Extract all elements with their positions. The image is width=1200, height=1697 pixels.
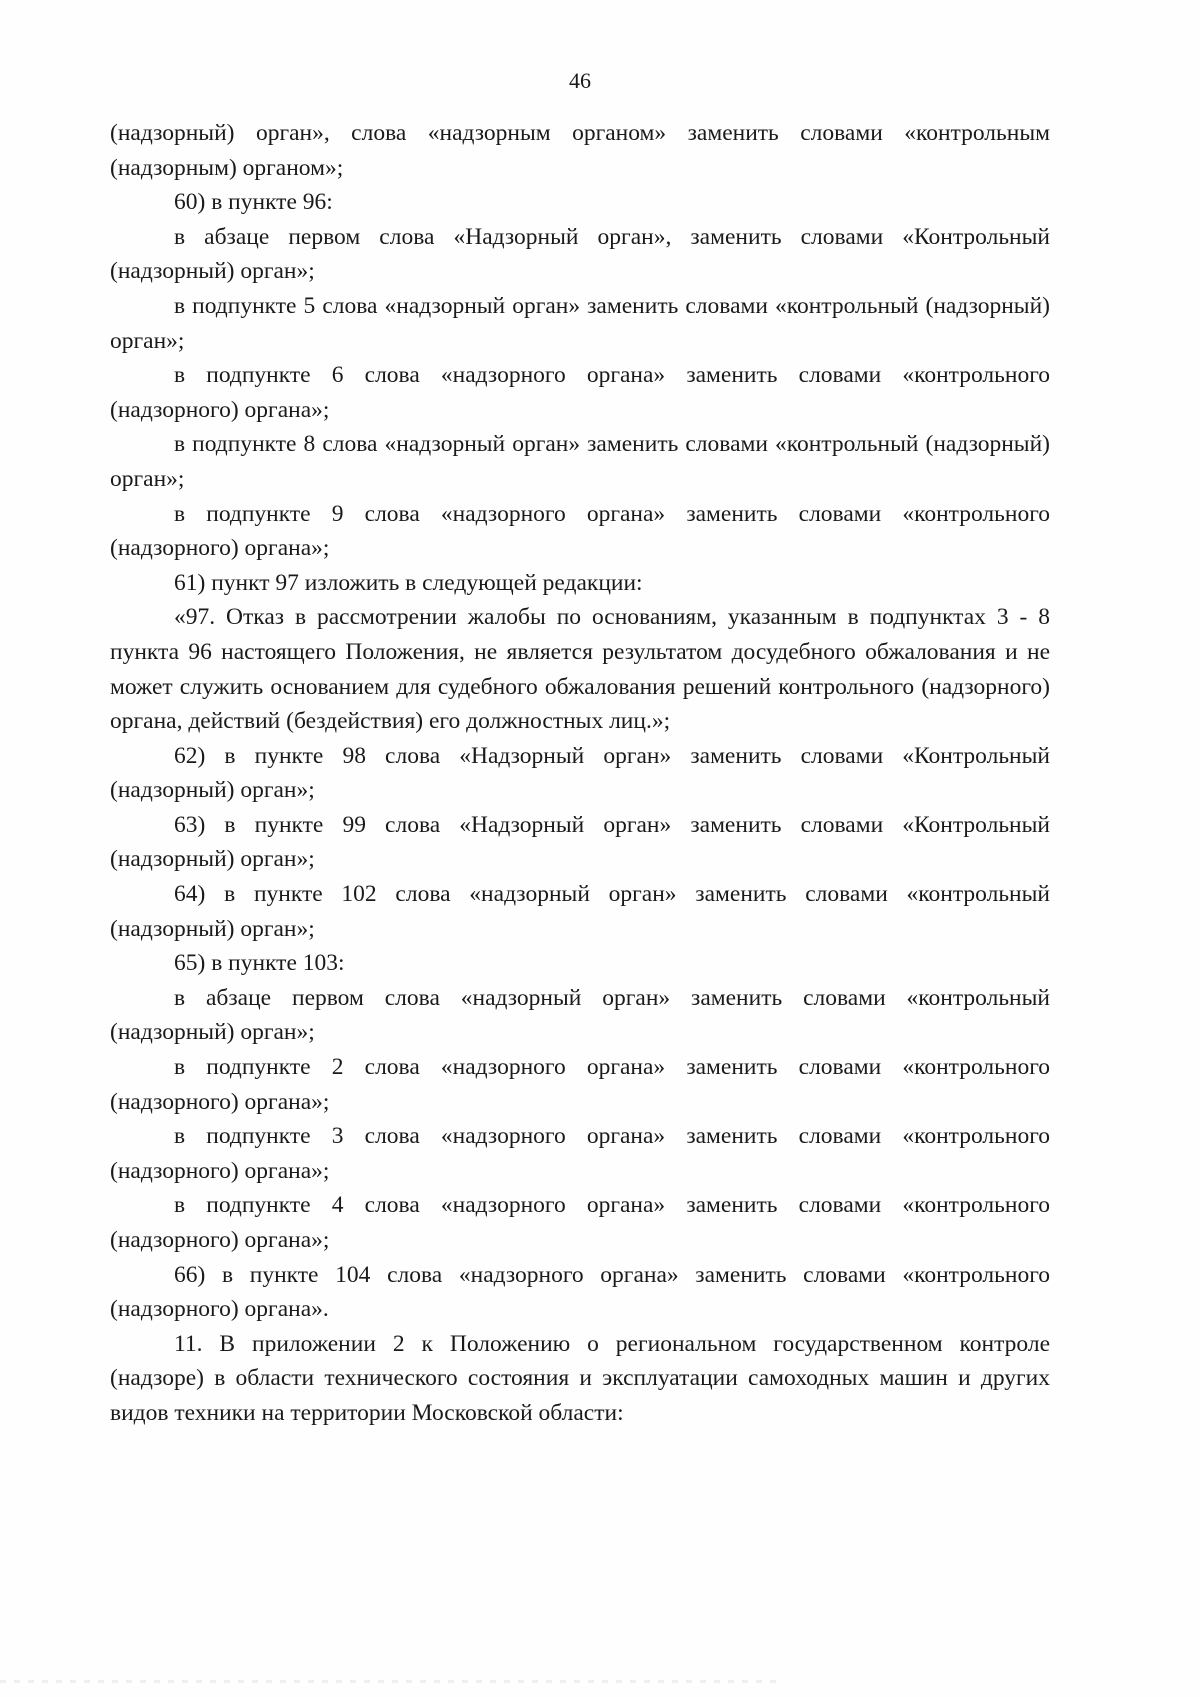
paragraph-97-new-text: «97. Отказ в рассмотрении жалобы по основаниям, указанным в подпунктах 3 - 8 пункта 96 настоящего Положения, не является результатом досудебного обжалования и не может служить основанием для судебного обжалования решений контрольного (надзорного) органа, действий (бездействия) его должностных лиц.»; — [110, 604, 1050, 735]
page-number: 46 — [569, 68, 591, 93]
paragraph-item-65: 65) в пункте 103: — [174, 950, 345, 977]
paragraph-96-sub-9: в подпункте 9 слова «надзорного органа» заменить словами «контрольного (надзорного) органа»; — [110, 500, 1050, 562]
paragraph-96-sub-6: в подпункте 6 слова «надзорного органа» заменить словами «контрольного (надзорного) органа»; — [110, 362, 1050, 423]
paragraph-96-sub-8: в подпункте 8 слова «надзорный орган» заменить словами «контрольный (надзорный) орган»; — [110, 431, 1050, 492]
paragraph-103-sub-4: в подпункте 4 слова «надзорного органа» заменить словами «контрольного (надзорного) органа»; — [110, 1192, 1050, 1253]
paragraph-item-61: 61) пункт 97 изложить в следующей редакции: — [174, 569, 643, 596]
paragraph-103-sub-2: в подпункте 2 слова «надзорного органа» заменить словами «контрольного (надзорного) органа»; — [110, 1054, 1050, 1115]
document-body — [110, 116, 1050, 1431]
paragraph-item-60: 60) в пункте 96: — [174, 189, 333, 216]
scan-artifact-line — [0, 1680, 780, 1683]
paragraph-103-abzac-1: в абзаце первом слова «надзорный орган» заменить словами «контрольный (надзорный) орган»; — [110, 984, 1050, 1046]
paragraph-96-abzac-1: в абзаце первом слова «Надзорный орган», заменить словами «Контрольный (надзорный) орган»; — [110, 223, 1050, 285]
paragraph-continuation: (надзорный) орган», слова «надзорным органом» заменить словами «контрольным (надзорным) органом»; — [110, 120, 1050, 181]
paragraph-96-sub-5: в подпункте 5 слова «надзорный орган» заменить словами «контрольный (надзорный) орган»; — [110, 292, 1050, 354]
paragraph-103-sub-3: в подпункте 3 слова «надзорного органа» заменить словами «контрольного (надзорного) органа»; — [110, 1123, 1050, 1184]
paragraph-item-64: 64) в пункте 102 слова «надзорный орган» заменить словами «контрольный (надзорный) орган»; — [110, 881, 1050, 942]
paragraph-item-66: 66) в пункте 104 слова «надзорного органа» заменить словами «контрольного (надзорного) органа». — [110, 1261, 1050, 1323]
paragraph-item-62: 62) в пункте 98 слова «Надзорный орган» заменить словами «Контрольный (надзорный) орган»; — [110, 742, 1050, 804]
paragraph-item-63: 63) в пункте 99 слова «Надзорный орган» заменить словами «Контрольный (надзорный) орган»; — [110, 811, 1050, 873]
paragraph-item-11: 11. В приложении 2 к Положению о региональном государственном контроле (надзоре) в области технического состояния и эксплуатации самоходных машин и других видов техники на территории Московской области: — [110, 1330, 1050, 1426]
